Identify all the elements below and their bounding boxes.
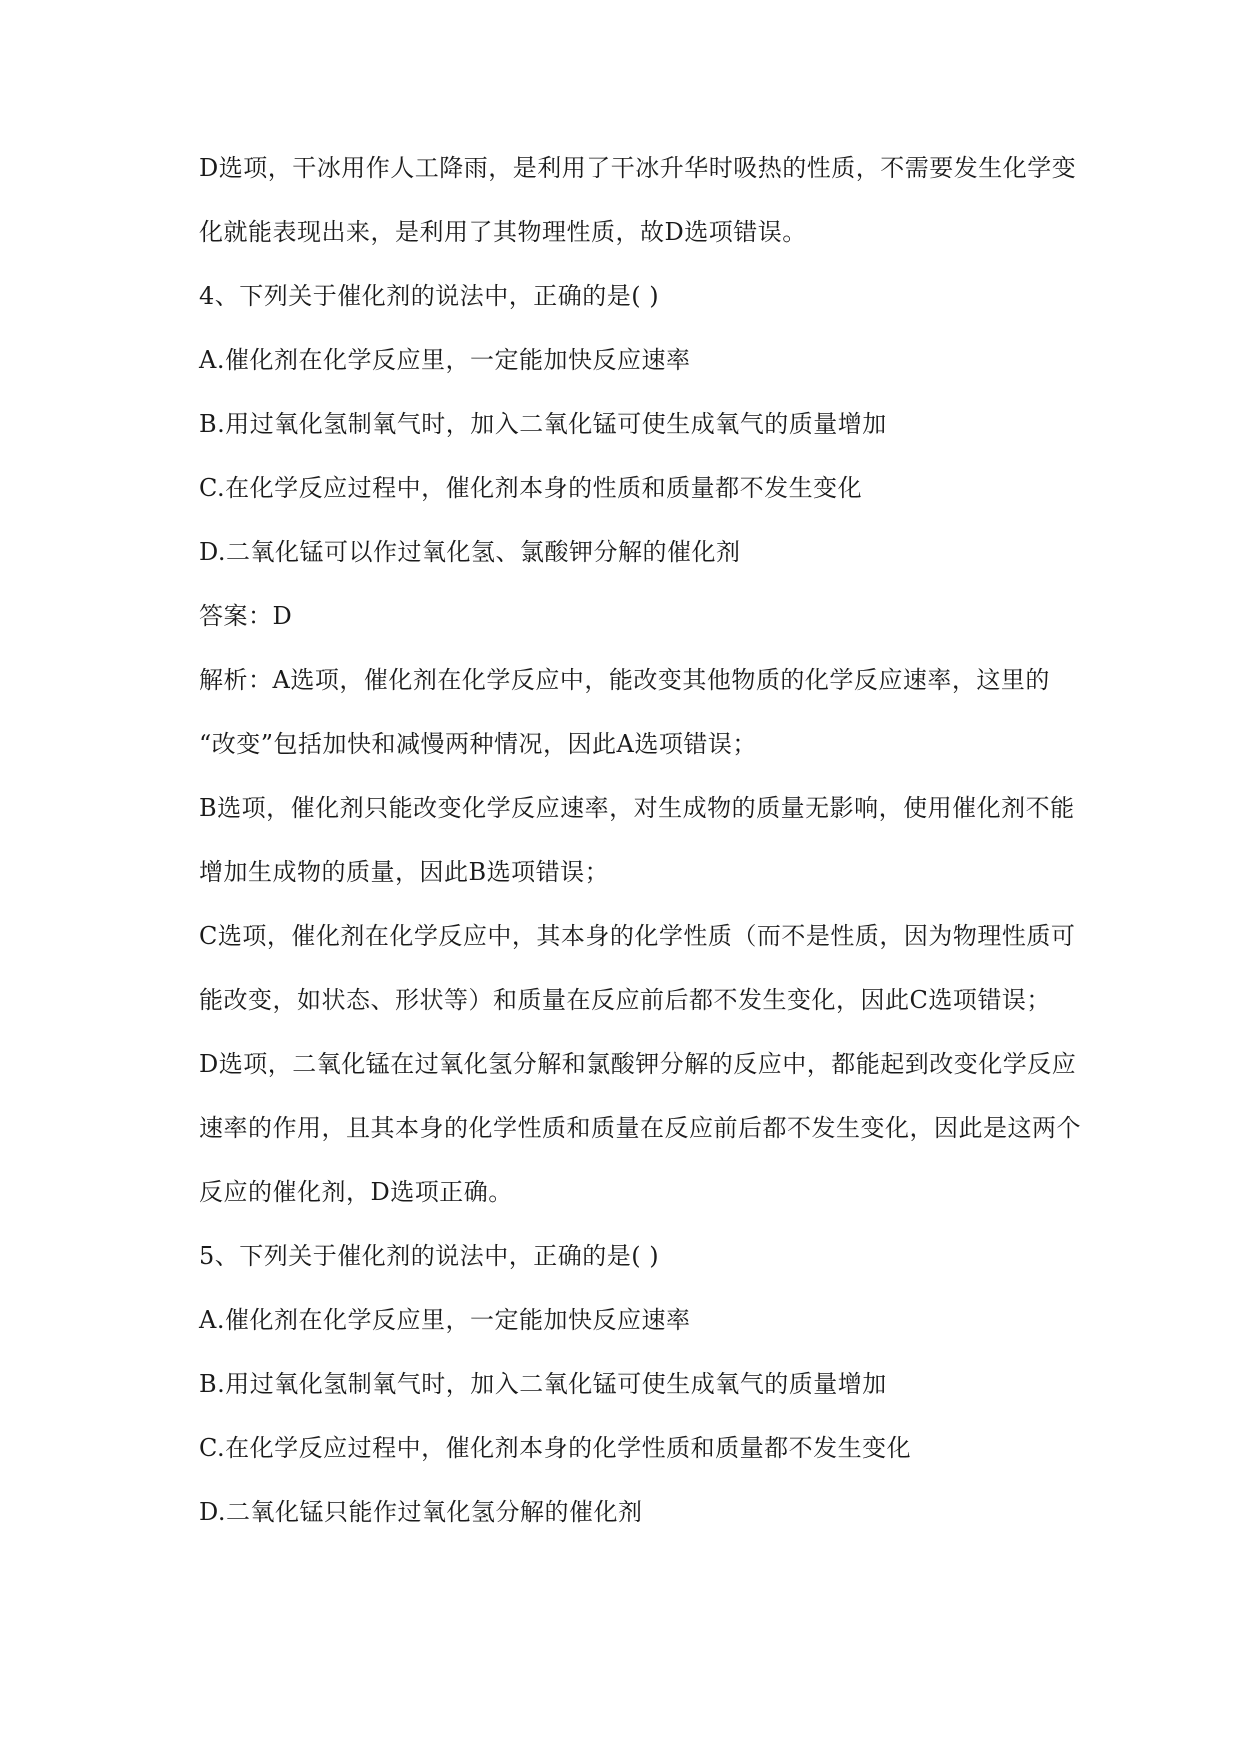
question-4-option-a: A.催化剂在化学反应里，一定能加快反应速率 <box>199 346 691 374</box>
question-5-option-c: C.在化学反应过程中，催化剂本身的化学性质和质量都不发生变化 <box>199 1434 912 1462</box>
question-4-analysis-d: D选项，二氧化锰在过氧化氢分解和氯酸钾分解的反应中，都能起到改变化学反应 <box>199 1050 1077 1078</box>
question-5-stem: 5、下列关于催化剂的说法中，正确的是( ) <box>199 1242 660 1270</box>
question-4-analysis-c: C选项，催化剂在化学反应中，其本身的化学性质（而不是性质，因为物理性质可 <box>199 922 1076 950</box>
question-4-stem: 4、下列关于催化剂的说法中，正确的是( ) <box>199 282 660 310</box>
question-4-analysis-b: B选项，催化剂只能改变化学反应速率，对生成物的质量无影响，使用催化剂不能 <box>199 794 1075 822</box>
question-4-analysis-a-continued: “改变”包括加快和减慢两种情况，因此A选项错误； <box>199 730 757 758</box>
text-line-d-option-dry-ice: D选项，干冰用作人工降雨，是利用了干冰升华时吸热的性质，不需要发生化学变 <box>199 154 1077 182</box>
question-4-option-c: C.在化学反应过程中，催化剂本身的性质和质量都不发生变化 <box>199 474 863 502</box>
text-line-d-option-continued: 化就能表现出来，是利用了其物理性质，故D选项错误。 <box>199 218 807 246</box>
question-4-analysis-d-conclusion: 反应的催化剂，D选项正确。 <box>199 1178 513 1206</box>
question-4-option-b: B.用过氧化氢制氧气时，加入二氧化锰可使生成氧气的质量增加 <box>199 410 887 438</box>
question-4-analysis-c-continued: 能改变，如状态、形状等）和质量在反应前后都不发生变化，因此C选项错误； <box>199 986 1051 1014</box>
question-4-analysis-b-continued: 增加生成物的质量，因此B选项错误； <box>199 858 610 886</box>
question-4-analysis-d-continued: 速率的作用，且其本身的化学性质和质量在反应前后都不发生变化，因此是这两个 <box>199 1114 1081 1142</box>
question-4-answer: 答案：D <box>199 602 293 630</box>
question-5-option-b: B.用过氧化氢制氧气时，加入二氧化锰可使生成氧气的质量增加 <box>199 1370 887 1398</box>
question-4-option-d: D.二氧化锰可以作过氧化氢、氯酸钾分解的催化剂 <box>199 538 741 566</box>
question-4-analysis-a: 解析：A选项，催化剂在化学反应中，能改变其他物质的化学反应速率，这里的 <box>199 666 1050 694</box>
question-5-option-a: A.催化剂在化学反应里，一定能加快反应速率 <box>199 1306 691 1334</box>
question-5-option-d: D.二氧化锰只能作过氧化氢分解的催化剂 <box>199 1498 643 1526</box>
